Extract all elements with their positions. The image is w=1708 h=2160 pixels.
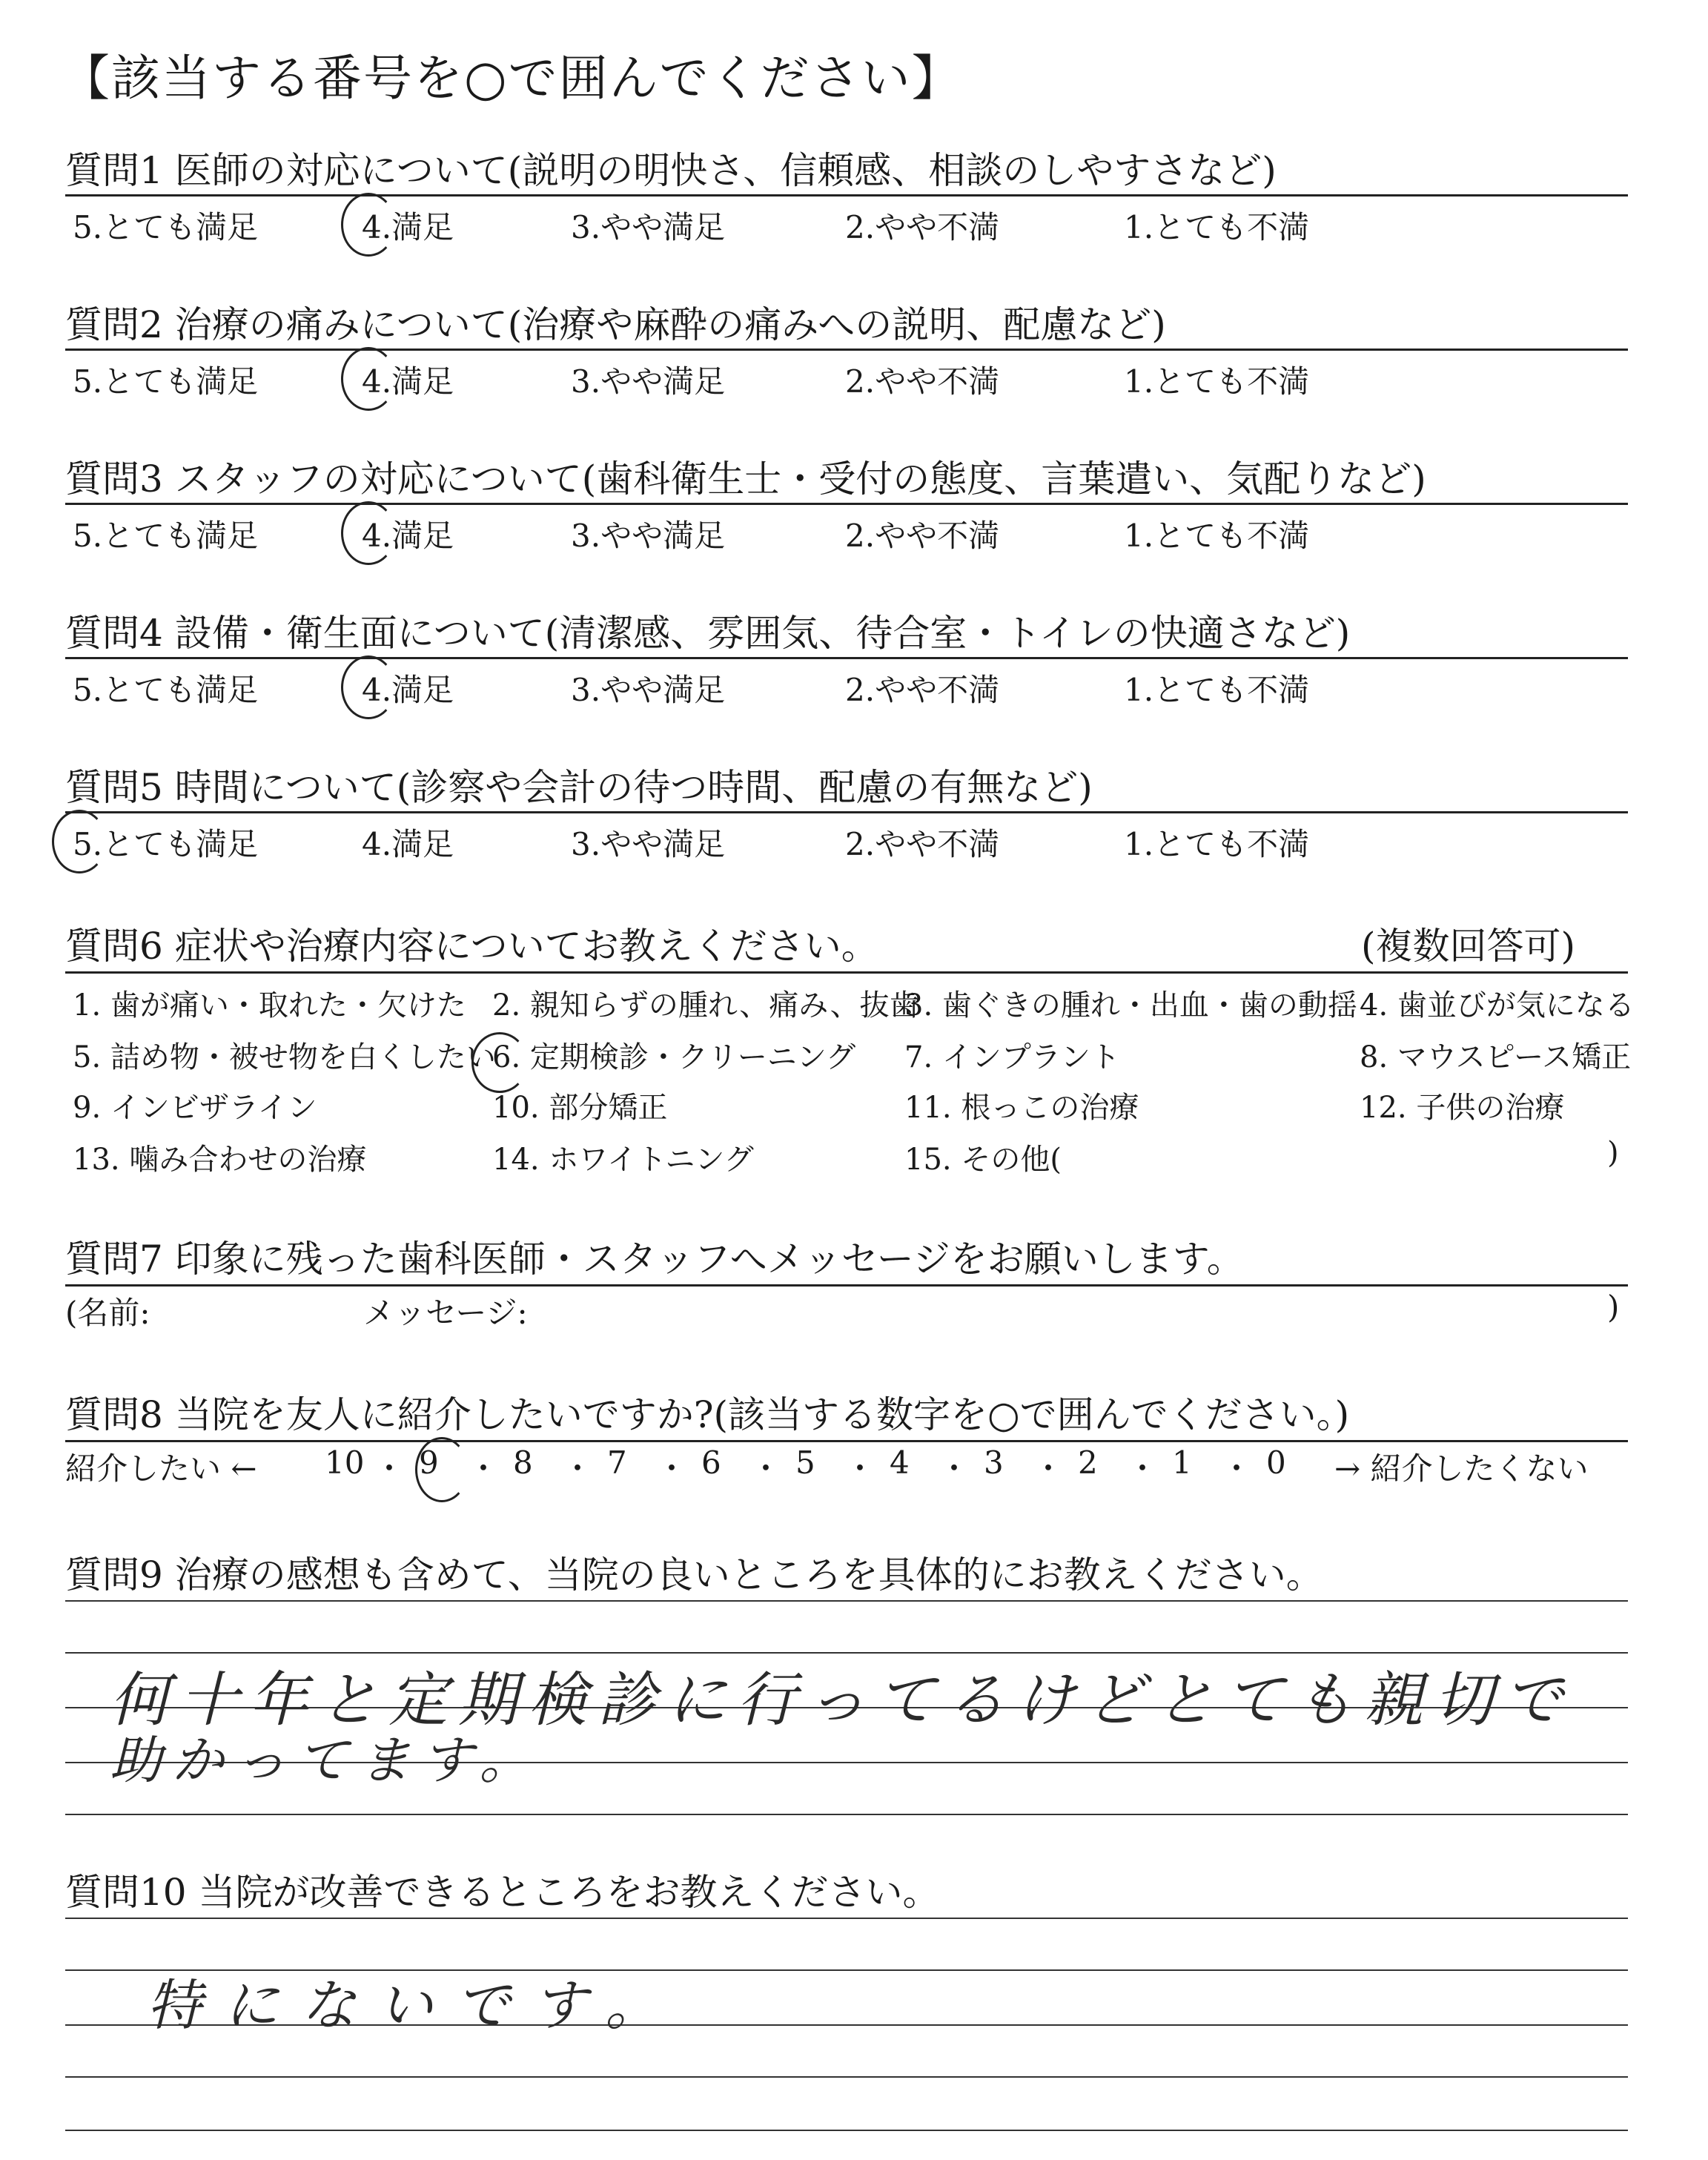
q4-option-5[interactable]: 5.とても満足 [73,672,259,708]
q6-option-7[interactable]: 7. インプラント [904,1040,1120,1074]
q6-option-6[interactable]: 6. 定期検診・クリーニング [492,1040,856,1074]
q6-option-10[interactable]: 10. 部分矯正 [492,1091,668,1125]
q8-selection-circle [415,1437,469,1502]
q5-option-1[interactable]: 1.とても不満 [1124,826,1310,862]
q8-scale-6[interactable]: 6 [701,1444,721,1481]
q2-option-5[interactable]: 5.とても満足 [73,363,259,400]
q3-selection-circle [341,501,396,565]
q8-separator: ・ [1127,1450,1159,1487]
q10-handwritten-answer: 特にないです。 [147,1974,683,2038]
q6-title: 質問6 症状や治療内容についてお教えください。 [65,925,878,968]
q6-option-16[interactable]: ) [1607,1136,1619,1170]
q2-option-1[interactable]: 1.とても不満 [1124,363,1310,400]
q8-separator: ・ [939,1450,970,1487]
q3-option-5[interactable]: 5.とても満足 [73,518,259,554]
q6-selection-circle [471,1032,528,1093]
q3-option-4[interactable]: 4.満足 [362,518,454,554]
q6-option-12[interactable]: 12. 子供の治療 [1360,1091,1565,1125]
q5-option-3[interactable]: 3.やや満足 [571,826,726,862]
q8-scale-7[interactable]: 7 [607,1444,627,1481]
q4-selection-circle [341,655,396,719]
q6-option-9[interactable]: 9. インビザライン [73,1091,317,1125]
q3-option-1[interactable]: 1.とても不満 [1124,518,1310,554]
q1-option-4[interactable]: 4.満足 [362,209,454,245]
form-header: 【該当する番号を○で囲んでください】 [61,50,962,107]
q2-selection-circle [341,347,396,411]
q6-option-13[interactable]: 13. 噛み合わせの治療 [73,1143,367,1177]
q10-line-5 [65,2130,1628,2131]
q6-option-5[interactable]: 5. 詰め物・被せ物を白くしたい [73,1040,496,1074]
q6-option-8[interactable]: 8. マウスピース矯正 [1360,1040,1632,1074]
q8-separator: ・ [1221,1450,1253,1487]
q4-title: 質問4 設備・衛生面について(清潔感、雰囲気、待合室・トイレの快適さなど) [65,612,1351,655]
q3-title: 質問3 スタッフの対応について(歯科衛生士・受付の態度、言葉遣い、気配りなど) [65,458,1426,501]
q6-option-1[interactable]: 1. 歯が痛い・取れた・欠けた [73,988,466,1023]
q6-option-11[interactable]: 11. 根っこの治療 [904,1091,1139,1125]
q1-rule [65,194,1628,196]
q9-line-1 [65,1600,1628,1602]
q6-option-4[interactable]: 4. 歯並びが気になる [1360,988,1635,1023]
q8-separator: ・ [844,1450,876,1487]
q9-line-5 [65,1814,1628,1815]
q3-option-2[interactable]: 2.やや不満 [845,518,1000,554]
q2-option-2[interactable]: 2.やや不満 [845,363,1000,400]
q2-rule [65,349,1628,351]
q8-scale-1[interactable]: 1 [1172,1444,1192,1481]
q5-option-5[interactable]: 5.とても満足 [73,826,259,862]
q6-option-14[interactable]: 14. ホワイトニング [492,1143,754,1177]
q8-scale-5[interactable]: 5 [795,1444,815,1481]
q7-name-label: (名前: [65,1295,150,1331]
q9-handwritten-answer-line1: 何十年と定期検診に行ってるけどとても親切で [110,1665,1573,1734]
q8-scale-4[interactable]: 4 [890,1444,910,1481]
q6-option-3[interactable]: 3. 歯ぐきの腫れ・出血・歯の動揺 [904,988,1357,1023]
q2-option-3[interactable]: 3.やや満足 [571,363,726,400]
q4-option-4[interactable]: 4.満足 [362,672,454,708]
q1-option-5[interactable]: 5.とても満足 [73,209,259,245]
q6-rule [65,971,1628,974]
q3-option-3[interactable]: 3.やや満足 [571,518,726,554]
q10-line-4 [65,2076,1628,2078]
q2-option-4[interactable]: 4.満足 [362,363,454,400]
q4-option-3[interactable]: 3.やや満足 [571,672,726,708]
q4-option-1[interactable]: 1.とても不満 [1124,672,1310,708]
q9-handwritten-answer-line2: 助かってます。 [110,1730,542,1791]
q8-rule [65,1440,1628,1442]
q8-scale-3[interactable]: 3 [984,1444,1004,1481]
q8-scale-8[interactable]: 8 [513,1444,533,1481]
q6-option-2[interactable]: 2. 親知らずの腫れ、痛み、抜歯 [492,988,919,1023]
q1-option-1[interactable]: 1.とても不満 [1124,209,1310,245]
q7-close-paren: ) [1607,1289,1620,1325]
q9-title: 質問9 治療の感想も含めて、当院の良いところを具体的にお教えください。 [65,1553,1323,1596]
q8-separator: ・ [1033,1450,1065,1487]
q8-separator: ・ [562,1450,594,1487]
q8-right-label: → 紹介したくない [1334,1450,1589,1487]
q3-rule [65,503,1628,505]
q10-line-1 [65,1918,1628,1919]
q4-option-2[interactable]: 2.やや不満 [845,672,1000,708]
q8-separator: ・ [656,1450,688,1487]
q5-title: 質問5 時間について(診察や会計の待つ時間、配慮の有無など) [65,766,1093,809]
q1-option-2[interactable]: 2.やや不満 [845,209,1000,245]
q8-scale-10[interactable]: 10 [325,1444,365,1481]
q8-scale-9[interactable]: 9 [419,1444,439,1481]
q8-separator: ・ [374,1450,406,1487]
q7-message-label: メッセージ: [363,1295,528,1331]
q8-separator: ・ [750,1450,782,1487]
q7-rule [65,1284,1628,1287]
q4-rule [65,657,1628,659]
q8-separator: ・ [468,1450,500,1487]
q8-scale-0[interactable]: 0 [1266,1444,1286,1481]
q2-title: 質問2 治療の痛みについて(治療や麻酔の痛みへの説明、配慮など) [65,303,1166,346]
q1-title: 質問1 医師の対応について(説明の明快さ、信頼感、相談のしやすさなど) [65,149,1277,192]
q8-left-label: 紹介したい ← [65,1450,257,1487]
q5-option-2[interactable]: 2.やや不満 [845,826,1000,862]
q1-selection-circle [341,193,396,257]
q8-title: 質問8 当院を友人に紹介したいですか?(該当する数字を○で囲んでください。) [65,1393,1350,1436]
q8-scale-2[interactable]: 2 [1078,1444,1098,1481]
q5-option-4[interactable]: 4.満足 [362,826,454,862]
q10-title: 質問10 当院が改善できるところをお教えください。 [65,1871,940,1914]
q7-title: 質問7 印象に残った歯科医師・スタッフへメッセージをお願いします。 [65,1238,1244,1281]
q5-selection-circle [52,810,107,873]
q6-note: (複数回答可) [1361,925,1576,968]
q1-option-3[interactable]: 3.やや満足 [571,209,726,245]
q5-rule [65,811,1628,813]
q6-option-15[interactable]: 15. その他( [904,1143,1062,1177]
